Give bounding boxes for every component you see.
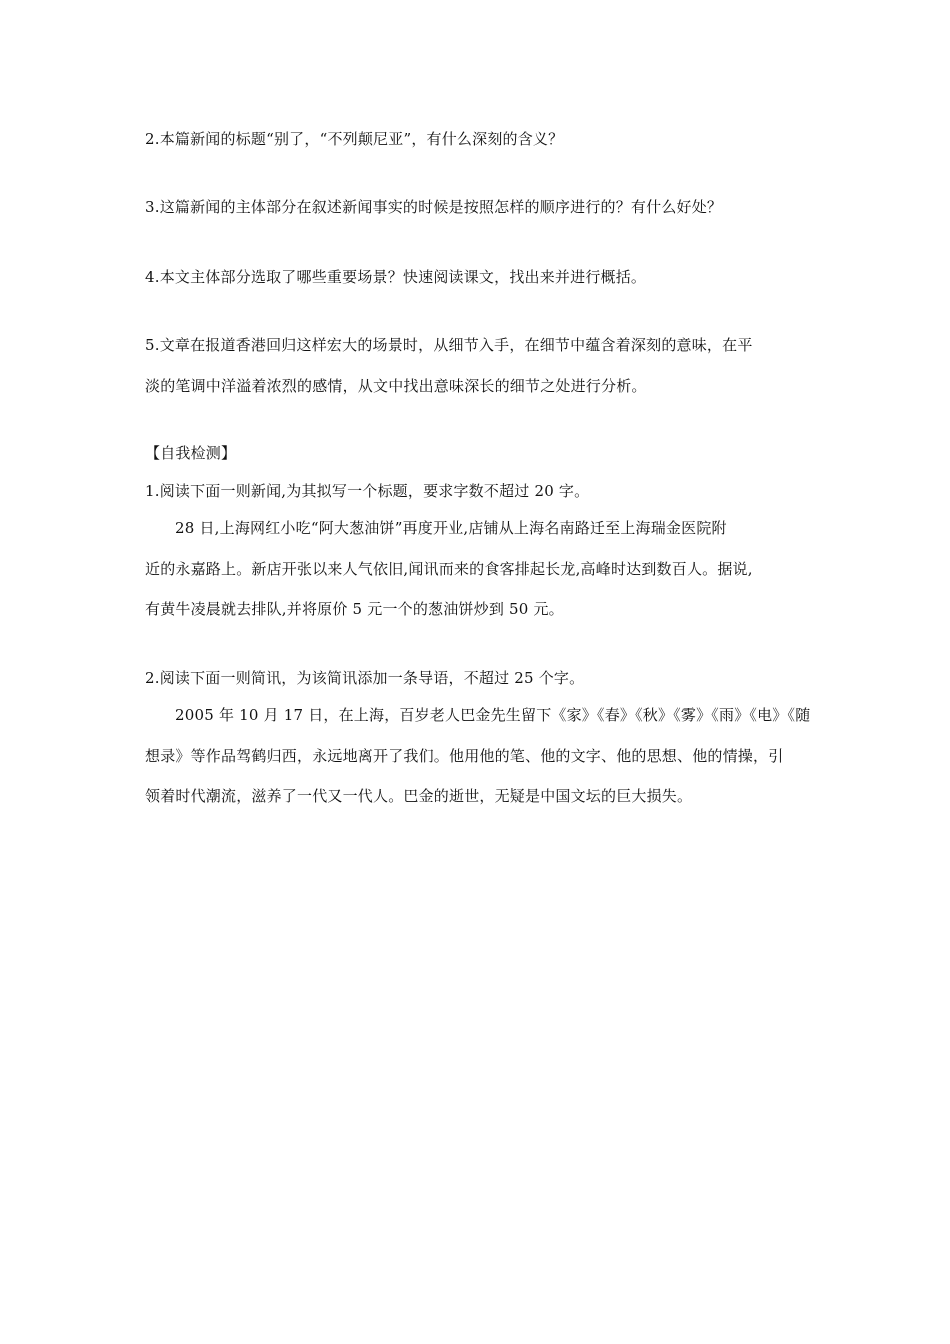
self-test-item-1-prompt: 1.阅读下面一则新闻,为其拟写一个标题，要求字数不超过 20 字。 [145,482,590,500]
self-test-item-1-passage-line-2: 近的永嘉路上。新店开张以来人气依旧,闻讯而来的食客排起长龙,高峰时达到数百人。据说, [145,560,753,578]
question-3: 3.这篇新闻的主体部分在叙述新闻事实的时候是按照怎样的顺序进行的？有什么好处？ [145,198,723,216]
self-test-item-2-passage-line-1: 2005 年 10 月 17 日，在上海，百岁老人巴金先生留下《家》《春》《秋》《雾》《雨》《电》《随 [175,706,811,724]
self-test-item-2-passage-line-2: 想录》等作品驾鹤归西，永远地离开了我们。他用他的笔、他的文字、他的思想、他的情操，引 [145,747,784,765]
document-page [145,0,825,1344]
self-test-item-1-passage-line-1: 28 日,上海网红小吃“阿大葱油饼”再度开业,店铺从上海名南路迁至上海瑞金医院附 [175,519,727,537]
self-test-heading: 【自我检测】 [145,444,237,462]
question-2: 2.本篇新闻的标题“别了，“不列颠尼亚”，有什么深刻的含义？ [145,130,564,148]
question-5-line-1: 5.文章在报道香港回归这样宏大的场景时，从细节入手，在细节中蕴含着深刻的意味，在平 [145,336,753,354]
question-4: 4.本文主体部分选取了哪些重要场景？快速阅读课文，找出来并进行概括。 [145,268,647,286]
question-5-line-2: 淡的笔调中洋溢着浓烈的感情，从文中找出意味深长的细节之处进行分析。 [145,377,647,395]
self-test-item-2-passage-line-3: 领着时代潮流，滋养了一代又一代人。巴金的逝世，无疑是中国文坛的巨大损失。 [145,787,693,805]
self-test-item-1-passage-line-3: 有黄牛凌晨就去排队,并将原价 5 元一个的葱油饼炒到 50 元。 [145,600,564,618]
self-test-item-2-prompt: 2.阅读下面一则简讯，为该简讯添加一条导语，不超过 25 个字。 [145,669,585,687]
